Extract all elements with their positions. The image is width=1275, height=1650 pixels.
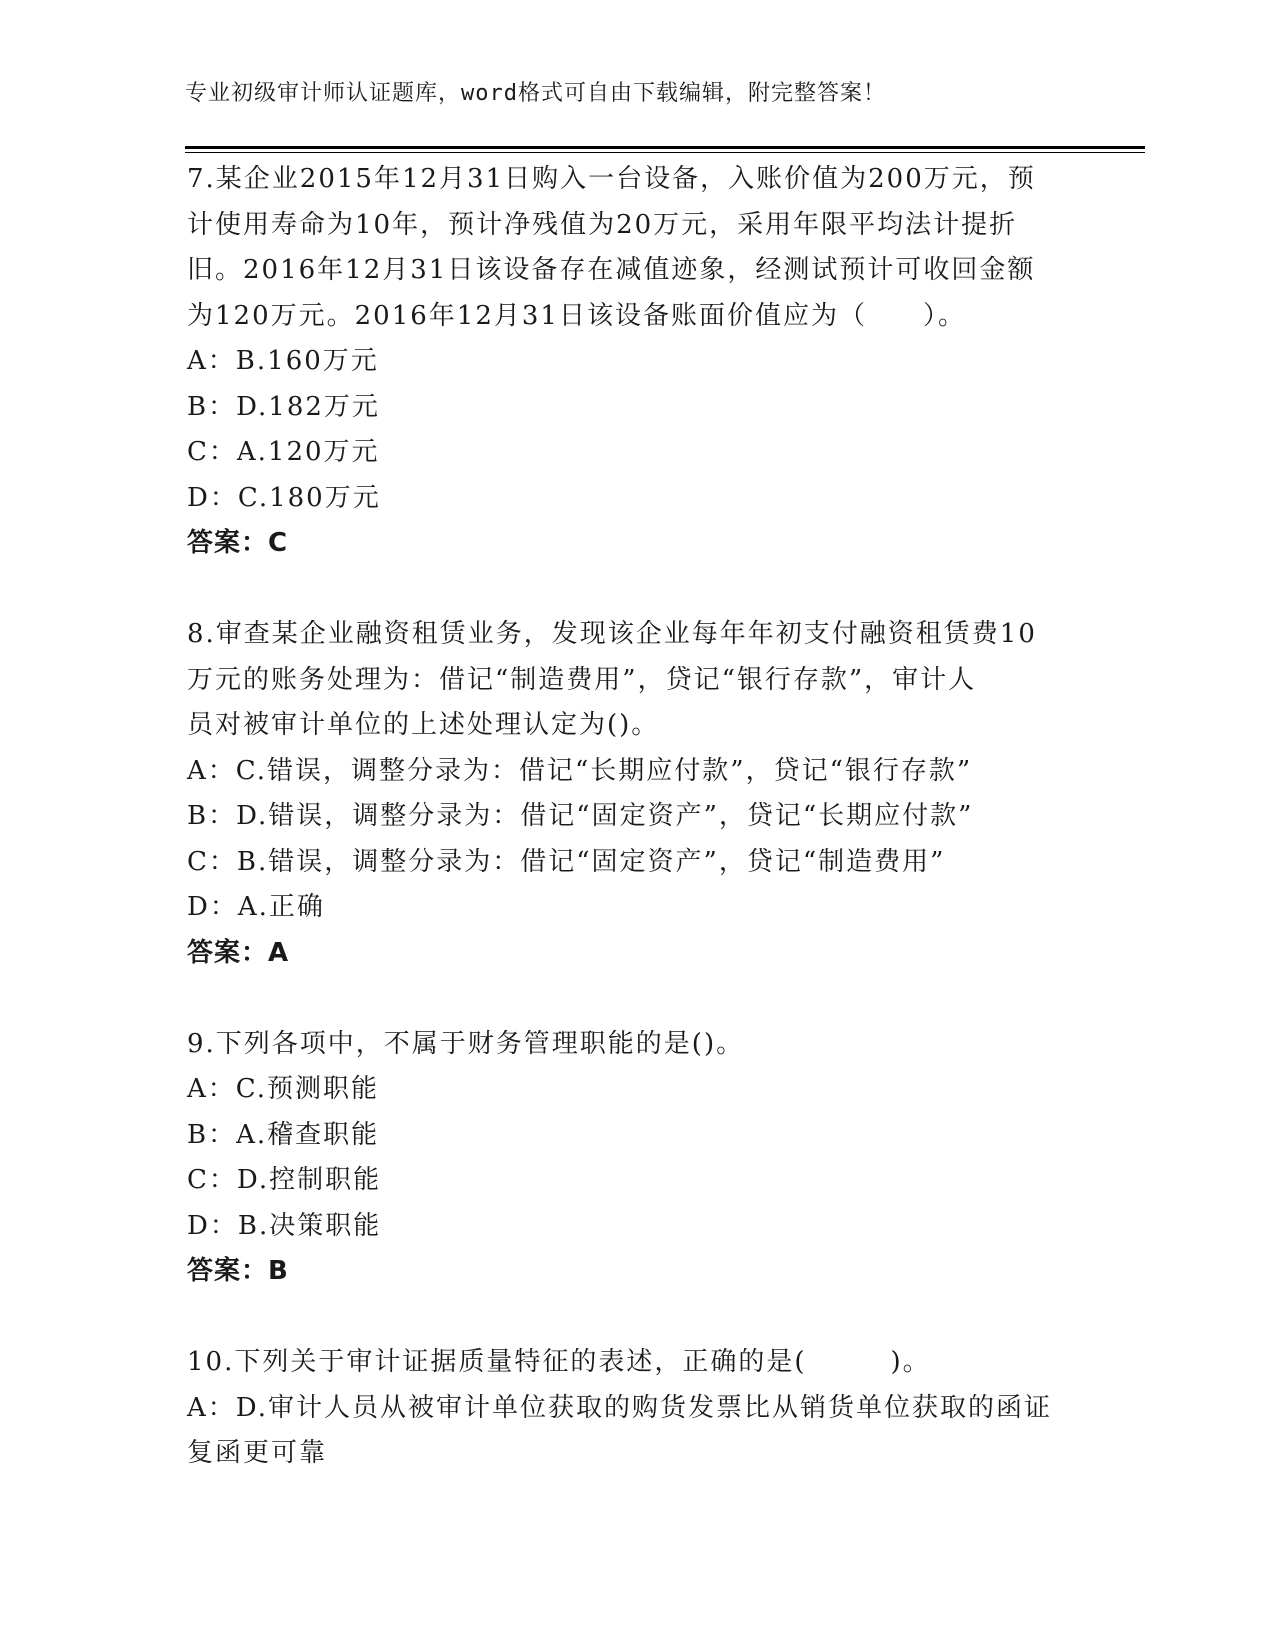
option-a-continued: 复函更可靠 (187, 1438, 328, 1468)
option-d: D：C.180万元 (187, 482, 381, 513)
option-a: A：D.审计人员从被审计单位获取的购货发票比从销货单位获取的函证 (187, 1392, 1052, 1423)
question-stem (187, 612, 1087, 749)
option-a: A：C.错误，调整分录为：借记“长期应付款”，贷记“银行存款” (187, 755, 973, 786)
option-b: B：A.稽查职能 (187, 1119, 380, 1150)
question-10 (187, 1340, 1087, 1477)
page-header: 专业初级审计师认证题库，word格式可自由下载编辑，附完整答案！ (185, 81, 886, 106)
answer: 答案：C (187, 528, 289, 558)
stem-line: 10.下列关于审计证据质量特征的表述，正确的是( )。 (187, 1347, 931, 1377)
question-list (187, 157, 1087, 1477)
stem-line: 旧。2016年12月31日该设备存在减值迹象，经测试预计可收回金额 (187, 255, 1036, 285)
option-c: C：D.控制职能 (187, 1165, 382, 1195)
option-c: C：B.错误，调整分录为：借记“固定资产”，贷记“制造费用” (187, 846, 946, 877)
stem-line: 为120万元。2016年12月31日该设备账面价值应为（ ）。 (187, 300, 966, 331)
option-c: C：A.120万元 (187, 437, 380, 467)
question-gap (187, 567, 1087, 613)
answer: 答案：B (187, 1256, 289, 1286)
option-d: D：A.正确 (187, 892, 325, 922)
question-stem (187, 1340, 1087, 1386)
option-b: B：D.182万元 (187, 391, 380, 422)
option-b: B：D.错误，调整分录为：借记“固定资产”，贷记“长期应付款” (187, 801, 974, 831)
header-rule-thick (185, 146, 1145, 149)
header-rule-thin (185, 152, 1145, 153)
stem-line: 计使用寿命为10年，预计净残值为20万元，采用年限平均法计提折 (187, 209, 1018, 240)
stem-line: 9.下列各项中，不属于财务管理职能的是()。 (187, 1028, 745, 1059)
question-8 (187, 612, 1087, 976)
stem-line: 8.审查某企业融资租赁业务，发现该企业每年年初支付融资租赁费10 (187, 619, 1037, 649)
question-gap (187, 1295, 1087, 1341)
option-d: D：B.决策职能 (187, 1210, 382, 1241)
stem-line: 7.某企业2015年12月31日购入一台设备，入账价值为200万元，预 (187, 164, 1036, 194)
stem-line: 万元的账务处理为：借记“制造费用”，贷记“银行存款”，审计人 (187, 664, 977, 695)
option-a: A：B.160万元 (187, 346, 379, 376)
question-stem (187, 1022, 1087, 1068)
question-7 (187, 157, 1087, 567)
stem-line: 员对被审计单位的上述处理认定为()。 (187, 710, 660, 740)
question-9 (187, 1022, 1087, 1295)
option-a: A：C.预测职能 (187, 1074, 380, 1104)
question-gap (187, 976, 1087, 1022)
answer: 答案：A (187, 937, 290, 968)
question-stem (187, 157, 1087, 339)
